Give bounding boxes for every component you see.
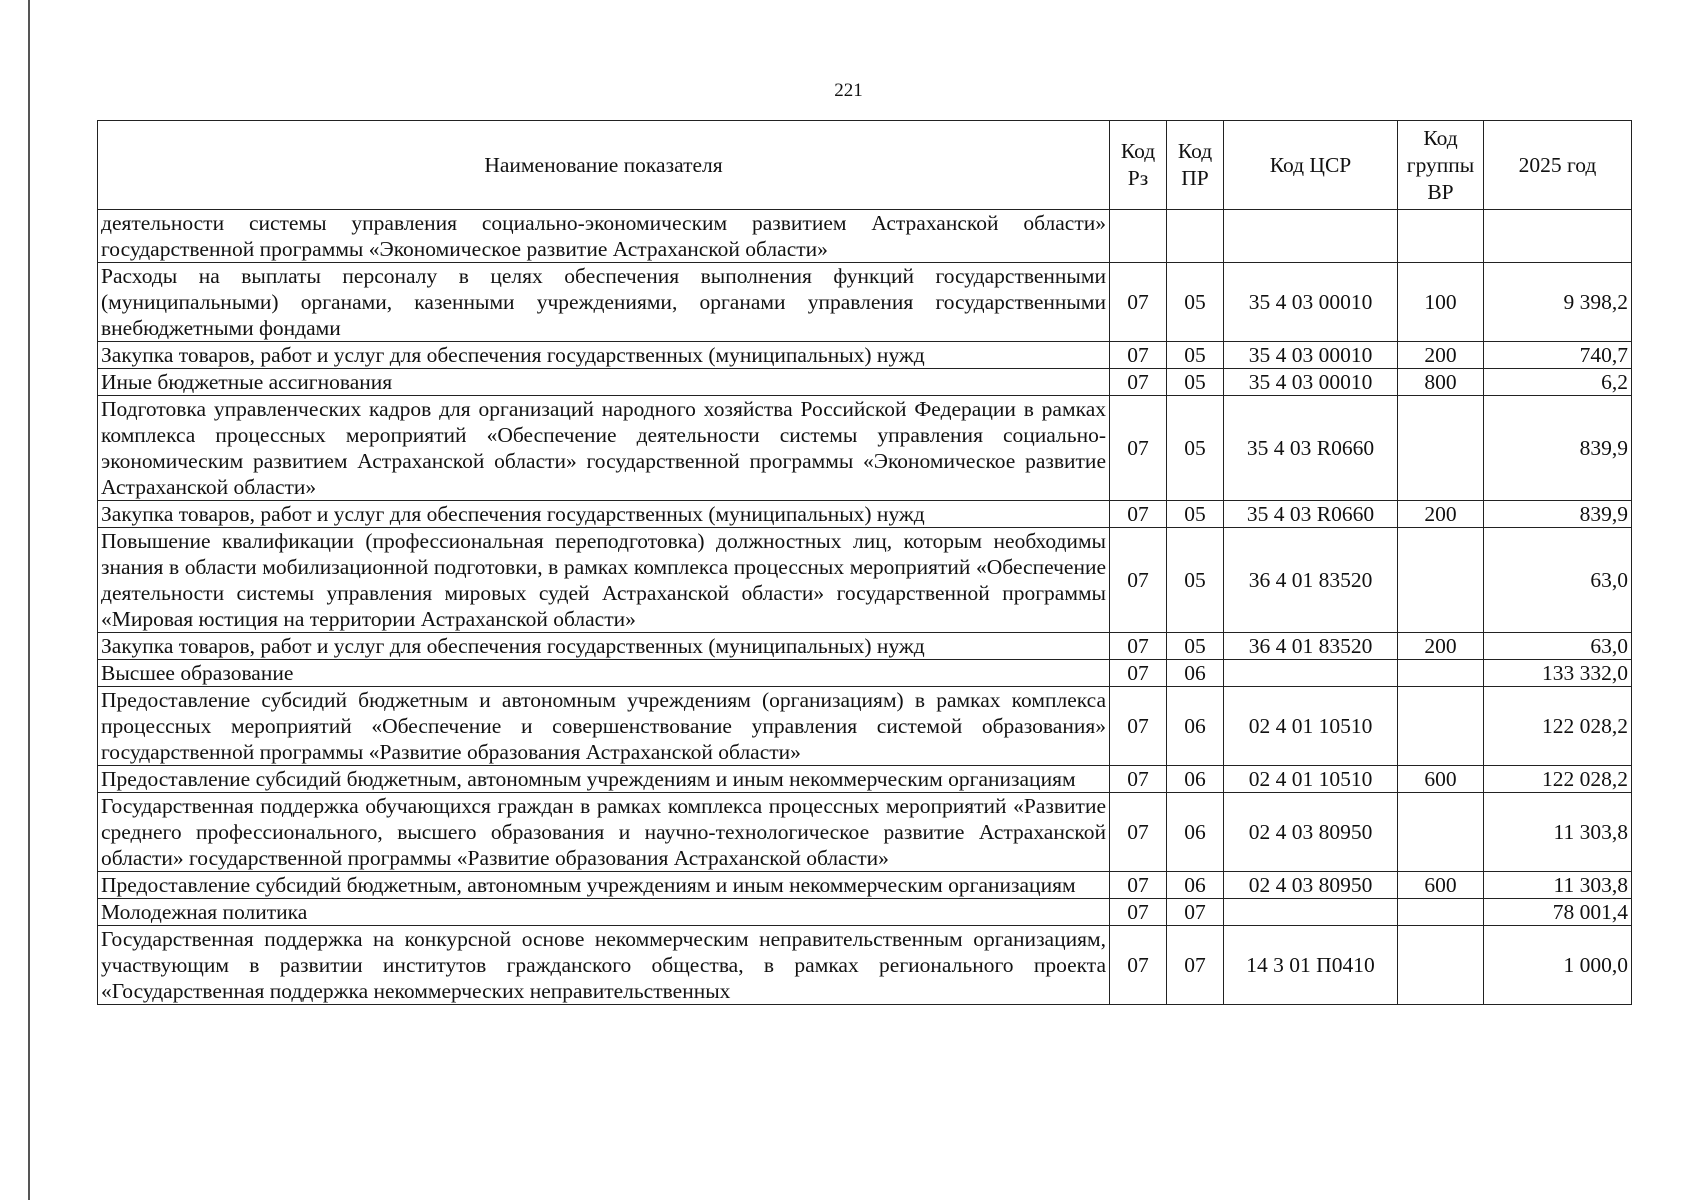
cell-vr <box>1398 210 1484 263</box>
cell-csr: 14 3 01 П0410 <box>1224 926 1398 1005</box>
cell-amount: 133 332,0 <box>1484 660 1632 687</box>
cell-name: Предоставление субсидий бюджетным и автономным учреждениям (организациям) в рамках комплекса процессных мероприятий «Обеспечение и совершенствование управления системой образования» государственной программы «Развитие образования Астраханской области» <box>98 687 1110 766</box>
cell-rz: 07 <box>1110 369 1167 396</box>
cell-vr: 100 <box>1398 263 1484 342</box>
cell-amount: 839,9 <box>1484 501 1632 528</box>
cell-amount: 122 028,2 <box>1484 687 1632 766</box>
cell-csr: 35 4 03 00010 <box>1224 263 1398 342</box>
cell-pr <box>1167 210 1224 263</box>
cell-vr: 600 <box>1398 766 1484 793</box>
table-row <box>98 501 1632 528</box>
cell-amount: 740,7 <box>1484 342 1632 369</box>
cell-rz: 07 <box>1110 766 1167 793</box>
table-row <box>98 872 1632 899</box>
cell-rz: 07 <box>1110 501 1167 528</box>
cell-amount: 78 001,4 <box>1484 899 1632 926</box>
cell-pr: 06 <box>1167 766 1224 793</box>
table-row <box>98 633 1632 660</box>
cell-name: Иные бюджетные ассигнования <box>98 369 1110 396</box>
header-name: Наименование показателя <box>98 121 1110 210</box>
cell-name: Закупка товаров, работ и услуг для обеспечения государственных (муниципальных) нужд <box>98 501 1110 528</box>
cell-amount: 11 303,8 <box>1484 872 1632 899</box>
cell-csr <box>1224 210 1398 263</box>
cell-name: Подготовка управленческих кадров для организаций народного хозяйства Российской Федерации в рамках комплекса процессных мероприятий «Обеспечение деятельности системы управления социально-экономическим развитием Астраханской области» государственной программы «Экономическое развитие Астраханской области» <box>98 396 1110 501</box>
cell-rz: 07 <box>1110 793 1167 872</box>
cell-amount: 63,0 <box>1484 633 1632 660</box>
cell-rz: 07 <box>1110 660 1167 687</box>
table-row <box>98 899 1632 926</box>
table-row <box>98 528 1632 633</box>
cell-csr: 35 4 03 R0660 <box>1224 501 1398 528</box>
cell-name: Молодежная политика <box>98 899 1110 926</box>
header-amount: 2025 год <box>1484 121 1632 210</box>
cell-csr: 35 4 03 00010 <box>1224 342 1398 369</box>
cell-rz: 07 <box>1110 872 1167 899</box>
cell-csr <box>1224 899 1398 926</box>
cell-name: Повышение квалификации (профессиональная переподготовка) должностных лиц, которым необходимы знания в области мобилизационной подготовки, в рамках комплекса процессных мероприятий «Обеспечение деятельности системы управления мировых судей Астраханской области» государственной программы «Мировая юстиция на территории Астраханской области» <box>98 528 1110 633</box>
cell-csr: 35 4 03 R0660 <box>1224 396 1398 501</box>
cell-csr <box>1224 660 1398 687</box>
cell-rz: 07 <box>1110 528 1167 633</box>
table-row <box>98 687 1632 766</box>
cell-csr: 02 4 01 10510 <box>1224 766 1398 793</box>
table-row <box>98 926 1632 1005</box>
cell-name: Предоставление субсидий бюджетным, автономным учреждениям и иным некоммерческим организациям <box>98 872 1110 899</box>
cell-amount: 11 303,8 <box>1484 793 1632 872</box>
cell-csr: 36 4 01 83520 <box>1224 633 1398 660</box>
cell-amount: 6,2 <box>1484 369 1632 396</box>
cell-pr: 05 <box>1167 369 1224 396</box>
cell-vr: 200 <box>1398 633 1484 660</box>
cell-csr: 36 4 01 83520 <box>1224 528 1398 633</box>
header-vr: Код группы ВР <box>1398 121 1484 210</box>
header-rz: Код Рз <box>1110 121 1167 210</box>
header-csr: Код ЦСР <box>1224 121 1398 210</box>
cell-rz: 07 <box>1110 263 1167 342</box>
table-body <box>98 210 1632 1005</box>
budget-table <box>97 120 1632 1005</box>
cell-amount: 1 000,0 <box>1484 926 1632 1005</box>
cell-pr: 06 <box>1167 872 1224 899</box>
cell-pr: 05 <box>1167 396 1224 501</box>
cell-rz <box>1110 210 1167 263</box>
cell-pr: 05 <box>1167 501 1224 528</box>
cell-pr: 05 <box>1167 528 1224 633</box>
cell-name: Высшее образование <box>98 660 1110 687</box>
cell-amount: 122 028,2 <box>1484 766 1632 793</box>
cell-vr <box>1398 687 1484 766</box>
cell-csr: 35 4 03 00010 <box>1224 369 1398 396</box>
cell-rz: 07 <box>1110 687 1167 766</box>
cell-amount: 839,9 <box>1484 396 1632 501</box>
cell-rz: 07 <box>1110 396 1167 501</box>
cell-csr: 02 4 03 80950 <box>1224 793 1398 872</box>
table-row <box>98 369 1632 396</box>
cell-rz: 07 <box>1110 899 1167 926</box>
cell-pr: 05 <box>1167 263 1224 342</box>
cell-name: Закупка товаров, работ и услуг для обеспечения государственных (муниципальных) нужд <box>98 342 1110 369</box>
table-row <box>98 210 1632 263</box>
table-row <box>98 766 1632 793</box>
cell-vr <box>1398 926 1484 1005</box>
cell-vr: 600 <box>1398 872 1484 899</box>
table-row <box>98 660 1632 687</box>
cell-name: Государственная поддержка обучающихся граждан в рамках комплекса процессных мероприятий «Развитие среднего профессионального, высшего образования и научно-технологическое развитие Астраханской области» государственной программы «Развитие образования Астраханской области» <box>98 793 1110 872</box>
table-row <box>98 396 1632 501</box>
cell-pr: 07 <box>1167 899 1224 926</box>
cell-amount <box>1484 210 1632 263</box>
cell-pr: 06 <box>1167 660 1224 687</box>
cell-amount: 63,0 <box>1484 528 1632 633</box>
cell-vr <box>1398 899 1484 926</box>
cell-vr: 200 <box>1398 342 1484 369</box>
cell-vr <box>1398 528 1484 633</box>
cell-rz: 07 <box>1110 633 1167 660</box>
table-row <box>98 342 1632 369</box>
table-row <box>98 793 1632 872</box>
cell-rz: 07 <box>1110 926 1167 1005</box>
header-pr: Код ПР <box>1167 121 1224 210</box>
cell-pr: 06 <box>1167 687 1224 766</box>
scan-margin-line <box>28 0 30 1200</box>
cell-vr <box>1398 396 1484 501</box>
cell-name: Государственная поддержка на конкурсной основе некоммерческим неправительственным организациям, участвующим в развитии институтов гражданского общества, в рамках регионального проекта «Государственная поддержка некоммерческих неправительственных <box>98 926 1110 1005</box>
cell-pr: 05 <box>1167 633 1224 660</box>
cell-name: Закупка товаров, работ и услуг для обеспечения государственных (муниципальных) нужд <box>98 633 1110 660</box>
cell-name: Расходы на выплаты персоналу в целях обеспечения выполнения функций государственными (муниципальными) органами, казенными учреждениями, органами управления государственными внебюджетными фондами <box>98 263 1110 342</box>
cell-pr: 07 <box>1167 926 1224 1005</box>
table-header-row <box>98 121 1632 210</box>
cell-amount: 9 398,2 <box>1484 263 1632 342</box>
table-row <box>98 263 1632 342</box>
cell-vr: 800 <box>1398 369 1484 396</box>
cell-vr <box>1398 793 1484 872</box>
cell-name: Предоставление субсидий бюджетным, автономным учреждениям и иным некоммерческим организациям <box>98 766 1110 793</box>
cell-csr: 02 4 03 80950 <box>1224 872 1398 899</box>
cell-vr <box>1398 660 1484 687</box>
cell-rz: 07 <box>1110 342 1167 369</box>
cell-csr: 02 4 01 10510 <box>1224 687 1398 766</box>
cell-pr: 05 <box>1167 342 1224 369</box>
cell-vr: 200 <box>1398 501 1484 528</box>
page-number: 221 <box>834 80 863 101</box>
cell-name: деятельности системы управления социально-экономическим развитием Астраханской области» государственной программы «Экономическое развитие Астраханской области» <box>98 210 1110 263</box>
cell-pr: 06 <box>1167 793 1224 872</box>
